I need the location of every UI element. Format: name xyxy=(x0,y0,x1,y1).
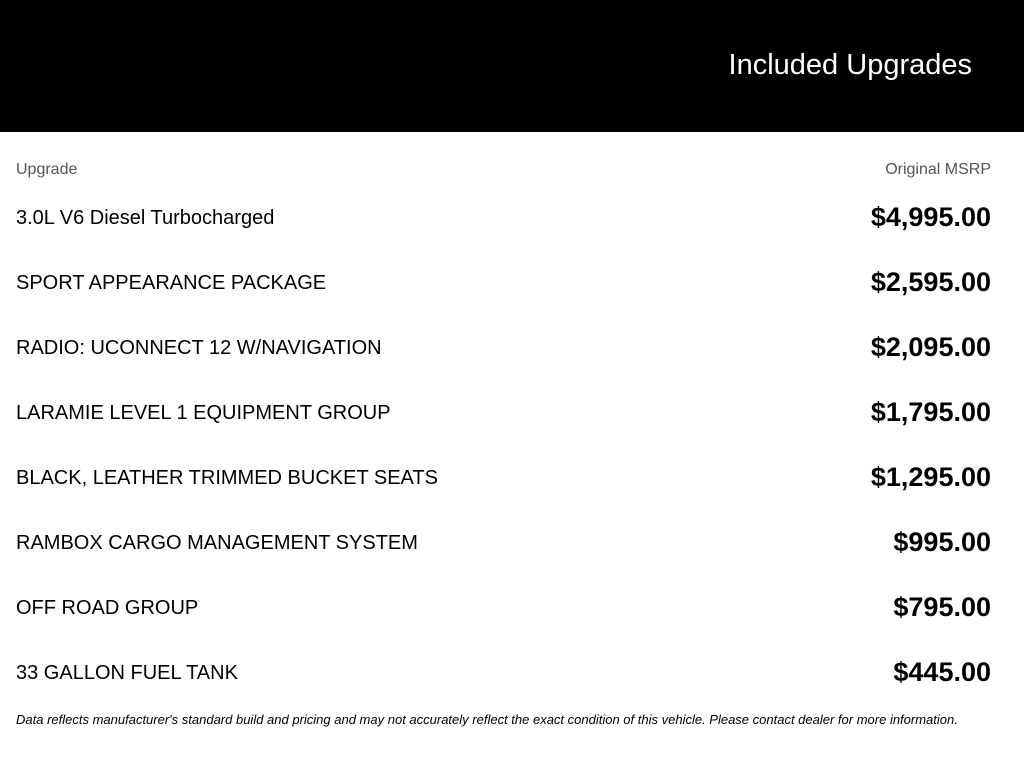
table-row xyxy=(0,445,1024,510)
upgrade-name: SPORT APPEARANCE PACKAGE xyxy=(16,272,327,294)
upgrade-name: RAMBOX CARGO MANAGEMENT SYSTEM xyxy=(16,532,418,554)
table-row xyxy=(0,185,1024,250)
upgrade-price: $995.00 xyxy=(893,527,991,557)
upgrades-list xyxy=(0,185,1024,705)
table-row xyxy=(0,315,1024,380)
upgrade-price: $1,795.00 xyxy=(870,397,991,427)
upgrade-price: $795.00 xyxy=(893,592,991,622)
upgrade-name: LARAMIE LEVEL 1 EQUIPMENT GROUP xyxy=(16,402,391,424)
upgrade-price: $2,595.00 xyxy=(870,267,991,297)
header-bar xyxy=(0,0,1024,132)
column-header-upgrade: Upgrade xyxy=(16,161,78,178)
column-header-msrp: Original MSRP xyxy=(885,161,991,178)
upgrade-price: $2,095.00 xyxy=(870,332,991,362)
upgrade-name: 33 GALLON FUEL TANK xyxy=(16,662,238,684)
disclaimer-text: Data reflects manufacturer's standard build and pricing and may not accurately reflect the exact condition of this vehicle. Please contact dealer for more information. xyxy=(16,712,958,727)
upgrade-name: 3.0L V6 Diesel Turbocharged xyxy=(16,207,275,229)
upgrade-name: RADIO: UCONNECT 12 W/NAVIGATION xyxy=(16,337,382,359)
upgrade-name: BLACK, LEATHER TRIMMED BUCKET SEATS xyxy=(16,467,438,489)
page-title: Included Upgrades xyxy=(728,49,972,81)
table-row xyxy=(0,250,1024,315)
upgrade-price: $445.00 xyxy=(893,657,991,687)
table-row xyxy=(0,640,1024,705)
upgrade-price: $4,995.00 xyxy=(870,202,991,232)
upgrade-price: $1,295.00 xyxy=(870,462,991,492)
upgrade-name: OFF ROAD GROUP xyxy=(16,597,199,619)
table-row xyxy=(0,510,1024,575)
table-row xyxy=(0,575,1024,640)
table-row xyxy=(0,380,1024,445)
